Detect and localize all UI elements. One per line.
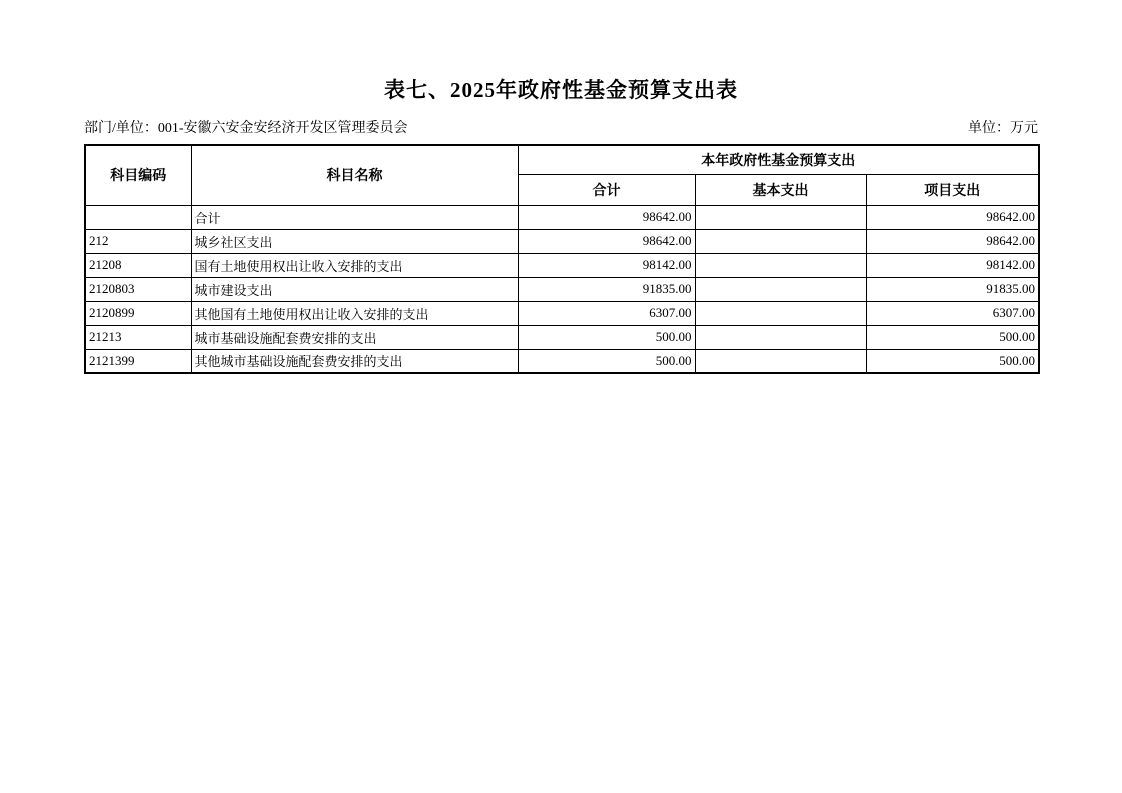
- header-basic: 基本支出: [695, 174, 866, 205]
- subject-name: 城乡社区支出: [191, 229, 518, 253]
- project-value: 500.00: [866, 349, 1039, 373]
- subject-code: 212: [85, 229, 191, 253]
- subject-code: 2121399: [85, 349, 191, 373]
- total-value: 500.00: [518, 325, 695, 349]
- project-value: 98642.00: [866, 229, 1039, 253]
- header-group: 本年政府性基金预算支出: [518, 145, 1039, 174]
- page-title: 表七、2025年政府性基金预算支出表: [384, 78, 738, 102]
- basic-value: [695, 277, 866, 301]
- project-value: 6307.00: [866, 301, 1039, 325]
- meta-row: [84, 117, 1038, 137]
- subject-name: 其他国有土地使用权出让收入安排的支出: [191, 301, 518, 325]
- subject-code: 2120803: [85, 277, 191, 301]
- header-total: 合计: [518, 174, 695, 205]
- subject-name: 国有土地使用权出让收入安排的支出: [191, 253, 518, 277]
- header-row-top: [85, 145, 1039, 174]
- basic-value: [695, 205, 866, 229]
- subject-name: 合计: [191, 205, 518, 229]
- subject-code: 2120899: [85, 301, 191, 325]
- subject-name: 其他城市基础设施配套费安排的支出: [191, 349, 518, 373]
- table-row: [85, 301, 1039, 325]
- basic-value: [695, 229, 866, 253]
- total-value: 6307.00: [518, 301, 695, 325]
- table-row: [85, 253, 1039, 277]
- budget-table: [84, 144, 1040, 374]
- header-subject-code: 科目编码: [85, 145, 191, 205]
- subject-code: [85, 205, 191, 229]
- subject-name: 城市基础设施配套费安排的支出: [191, 325, 518, 349]
- table-row: [85, 205, 1039, 229]
- basic-value: [695, 325, 866, 349]
- unit-label: 单位：万元: [968, 121, 1038, 136]
- total-value: 98142.00: [518, 253, 695, 277]
- total-value: 98642.00: [518, 229, 695, 253]
- total-value: 91835.00: [518, 277, 695, 301]
- table-row: [85, 325, 1039, 349]
- department-label: 部门/单位：001-安徽六安金安经济开发区管理委员会: [84, 121, 408, 136]
- header-subject-name: 科目名称: [191, 145, 518, 205]
- table-row: [85, 349, 1039, 373]
- project-value: 98142.00: [866, 253, 1039, 277]
- subject-code: 21208: [85, 253, 191, 277]
- total-value: 98642.00: [518, 205, 695, 229]
- project-value: 91835.00: [866, 277, 1039, 301]
- project-value: 500.00: [866, 325, 1039, 349]
- table-row: [85, 229, 1039, 253]
- header-project: 项目支出: [866, 174, 1039, 205]
- subject-name: 城市建设支出: [191, 277, 518, 301]
- basic-value: [695, 349, 866, 373]
- project-value: 98642.00: [866, 205, 1039, 229]
- total-value: 500.00: [518, 349, 695, 373]
- basic-value: [695, 253, 866, 277]
- subject-code: 21213: [85, 325, 191, 349]
- basic-value: [695, 301, 866, 325]
- table-row: [85, 277, 1039, 301]
